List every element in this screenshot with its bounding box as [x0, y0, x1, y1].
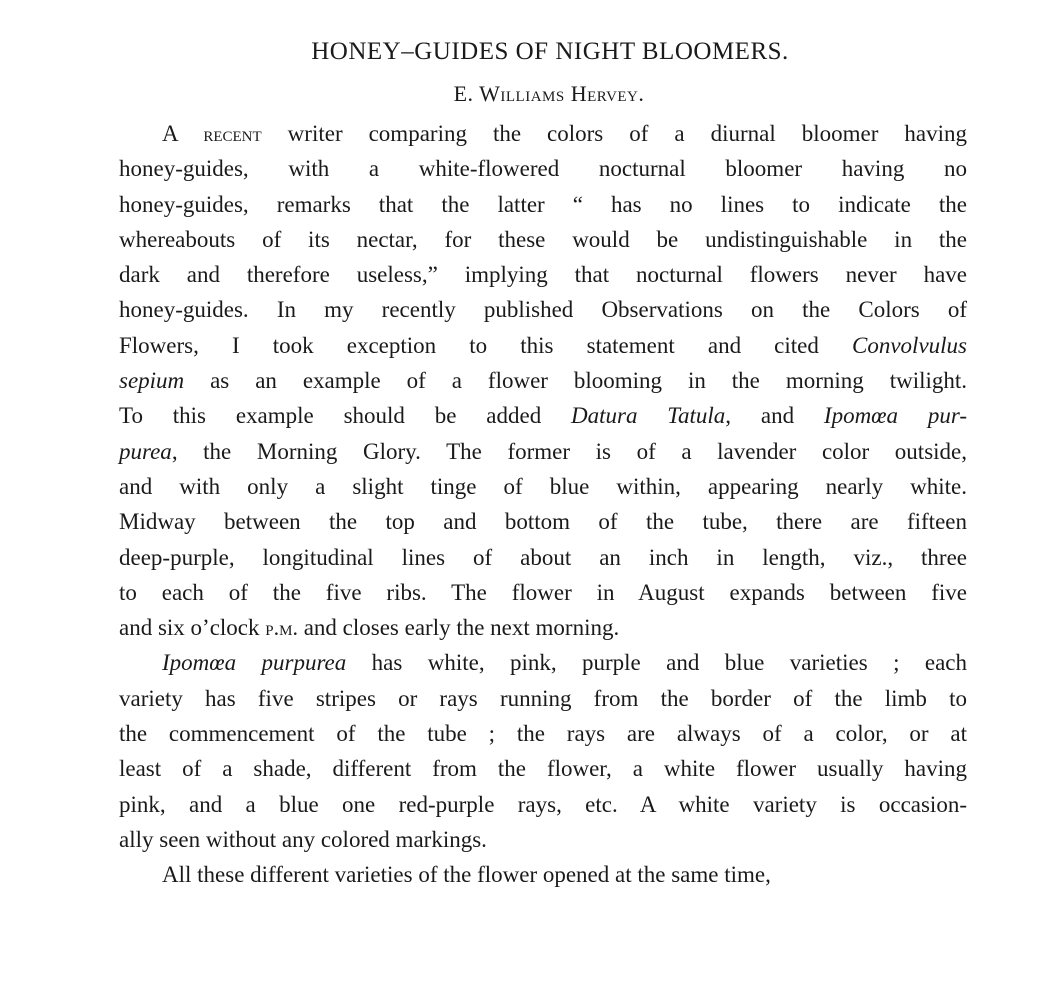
text-run: honey-guides. In my recently published Observations on the Colors of [119, 297, 967, 323]
text-run: Midway between the top and bottom of the tube, there are fifteen [119, 509, 967, 535]
italic-text: Ipomœa pur- [823, 403, 967, 429]
text-line [119, 328, 967, 363]
text-run: All these different varieties of the flower opened at the same time, [162, 862, 771, 888]
text-run: deep-purple, longitudinal lines of about an inch in length, viz., three [119, 544, 967, 570]
text-line [119, 398, 967, 433]
text-line [119, 187, 967, 222]
italic-text: Datura Tatula [571, 403, 726, 429]
small-caps-text: p.m. [265, 615, 298, 641]
text-run: Flowers, I took exception to this statement and cited [119, 332, 852, 358]
text-run: and with only a slight tinge of blue within, appearing nearly white. [119, 473, 967, 499]
text-run: , and [725, 403, 824, 429]
text-line [119, 434, 967, 469]
text-line [119, 822, 967, 857]
text-run: variety has five stripes or rays running from the border of the limb to [119, 685, 967, 711]
text-run: A [162, 121, 204, 146]
text-line [119, 257, 967, 292]
text-run: least of a shade, different from the flower, a white flower usually having [119, 756, 967, 782]
article-body [119, 116, 967, 893]
italic-text: Convolvulus [852, 332, 967, 358]
italic-text: Ipomœa purpurea [162, 650, 347, 676]
text-line [119, 540, 967, 575]
text-run: to each of the five ribs. The flower in August expands between five [119, 579, 967, 605]
text-line [119, 504, 967, 539]
text-run: and six o’clock [119, 615, 266, 641]
text-line [119, 292, 967, 327]
text-run: honey-guides, remarks that the latter “ has no lines to indicate the [119, 191, 967, 217]
text-line [119, 363, 967, 398]
text-run: , the Morning Glory. The former is of a lavender color outside, [171, 438, 967, 464]
italic-text: purea [119, 438, 172, 464]
article-page [119, 30, 967, 893]
text-line [119, 469, 967, 504]
text-run: ally seen without any colored markings. [119, 826, 487, 852]
article-author: E. Williams Hervey. [453, 81, 645, 106]
text-line [119, 222, 967, 257]
text-run: has white, pink, purple and blue varieties ; each [346, 650, 967, 676]
text-run: and closes early the next morning. [297, 615, 620, 641]
text-line [119, 716, 967, 751]
text-run: as an example of a flower blooming in the morning twilight. [184, 368, 967, 394]
text-line [119, 681, 967, 716]
text-line [119, 787, 967, 822]
text-line [119, 151, 967, 186]
text-line [119, 575, 967, 610]
small-caps-text: recent [203, 121, 262, 146]
article-title: HONEY–GUIDES OF NIGHT BLOOMERS. [311, 38, 789, 65]
text-run: the commencement of the tube ; the rays are always of a color, or at [119, 721, 967, 747]
text-line [119, 857, 967, 892]
text-run: pink, and a blue one red-purple rays, etc. A white variety is occasion- [119, 791, 967, 817]
text-run: honey-guides, with a white-flowered nocturnal bloomer having no [119, 156, 967, 182]
italic-text: sepium [119, 368, 185, 394]
text-line [119, 610, 967, 645]
text-run: To this example should be added [119, 403, 572, 429]
text-run: dark and therefore useless,” implying that nocturnal flowers never have [119, 262, 967, 288]
text-line [119, 751, 967, 786]
text-run: writer comparing the colors of a diurnal bloomer having [261, 121, 968, 146]
text-run: whereabouts of its nectar, for these would be undistinguishable in the [119, 226, 967, 252]
text-line [119, 645, 967, 680]
text-line [119, 116, 967, 151]
